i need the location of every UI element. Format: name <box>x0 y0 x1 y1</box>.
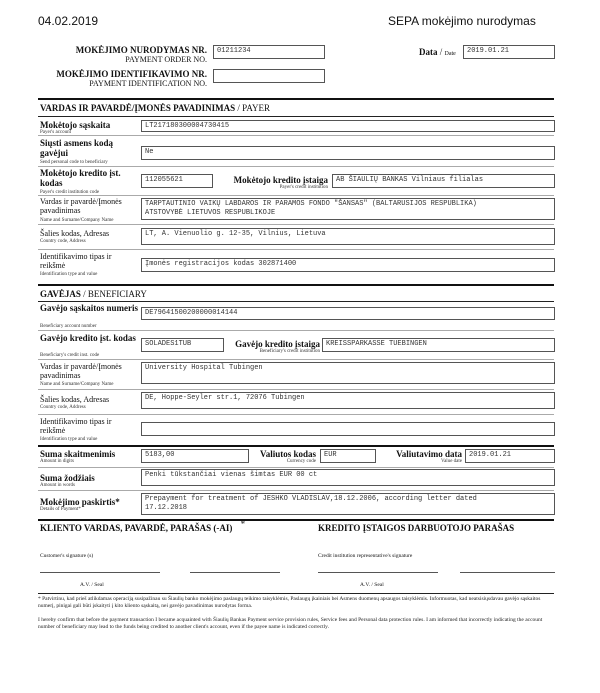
payer-section-subtitle: PAYER <box>242 103 270 113</box>
payment-purpose-label: Mokėjimo paskirtis* <box>40 497 120 507</box>
order-date-sublabel: Date <box>444 51 456 57</box>
payer-account-field[interactable]: LT217180300004730415 <box>141 120 555 132</box>
payment-purpose-sublabel: Details of Payment* <box>40 507 81 512</box>
amount-digits-sublabel: Amount in digits <box>40 459 74 464</box>
payer-account-label: Mokėtojo sąskaita <box>40 120 111 130</box>
beneficiary-section-top-rule <box>38 284 554 286</box>
order-date-label-group: Data / Date <box>419 47 456 57</box>
beneficiary-account-field[interactable]: DE79641500200000014144 <box>141 307 555 320</box>
payer-name-label: Vardas ir pavardė/Įmonės pavadinimas <box>40 197 122 215</box>
client-stamp-line <box>190 572 280 573</box>
beneficiary-id-type-field[interactable] <box>141 422 555 436</box>
beneficiary-section-title: GAVĖJAS <box>40 289 81 299</box>
footer-note-en: I hereby confirm that before the payment transaction I became acquainted with Šiaulių Bankas Payment service provision rules, Service fees and Personal data protection rules. I am informed that incorrectly indicating the account number of beneficiary may lead to the funds being credited to another client's account, even if the payee name is indicated correctly. <box>38 617 543 630</box>
beneficiary-inst-code-field[interactable]: SOLADES1TUB <box>141 338 224 352</box>
beneficiary-address-sublabel: Country code, Address <box>40 405 86 410</box>
beneficiary-section-heading: GAVĖJAS / BENEFICIARY <box>40 289 147 299</box>
payer-inst-sublabel: Payer's credit institution <box>279 185 328 190</box>
order-number-field[interactable]: 01211234 <box>213 45 325 59</box>
beneficiary-name-label: Vardas ir pavardė/Įmonės pavadinimas <box>40 362 122 380</box>
row-divider <box>38 249 554 250</box>
client-signature-asterisk: * <box>240 519 246 529</box>
beneficiary-name-field[interactable]: University Hospital Tubingen <box>141 362 555 384</box>
payer-account-sublabel: Payer's account <box>40 130 72 135</box>
client-signature-heading <box>40 519 246 533</box>
payer-id-type-label: Identifikavimo tipas ir reikšmė <box>40 252 112 270</box>
currency-code-sublabel: Currency code <box>286 459 316 464</box>
client-signature-label: KLIENTO VARDAS, PAVARDĖ, PARAŠAS (-AI) <box>40 523 233 533</box>
payer-address-label: Šalies kodas, Adresas <box>40 229 110 238</box>
payer-section-heading: VARDAS IR PAVARDĖ/ĮMONĖS PAVADINIMAS / PAYER <box>40 103 270 113</box>
payment-purpose-field[interactable]: Prepayment for treatment of JESHKO VLADISLAV,18.12.2006, according letter dated 17.12.2018 <box>141 493 555 515</box>
row-divider <box>38 195 554 196</box>
value-date-label: Valiutavimo data <box>396 449 462 459</box>
payer-name-field[interactable]: TARPTAUTINIO VAIKŲ LABDAROS IR PARAMOS FONDO "ŠANSAS" (BALTARUSIJOS RESPUBLIKA) ATSTOVYBĖ LIETUVOS RESPUBLIKOJE <box>141 198 555 220</box>
footer-rule <box>38 593 554 594</box>
client-signature-line[interactable] <box>40 572 160 573</box>
value-date-field[interactable]: 2019.01.21 <box>465 449 555 463</box>
payer-section-title: VARDAS IR PAVARDĖ/ĮMONĖS PAVADINIMAS <box>40 103 236 113</box>
beneficiary-inst-code-sublabel: Beneficiary's credit inst. code <box>40 353 100 358</box>
bank-signature-line[interactable] <box>318 572 438 573</box>
payer-id-type-sublabel: Identification type and value <box>40 272 98 277</box>
order-date-label: Data <box>419 47 438 57</box>
beneficiary-inst-field[interactable]: KREISSPARKASSE TUEBINGEN <box>322 338 555 352</box>
row-divider <box>38 224 554 225</box>
payer-inst-field[interactable]: AB ŠIAULIŲ BANKAS Vilniaus filialas <box>332 174 555 188</box>
currency-code-label: Valiutos kodas <box>260 449 316 459</box>
value-date-sublabel: Value date <box>441 459 462 464</box>
row-divider <box>38 467 554 468</box>
amount-words-label: Suma žodžiais <box>40 473 95 483</box>
send-personal-code-field[interactable]: Ne <box>141 146 555 160</box>
payment-ident-label: MOKĖJIMO IDENTIFIKAVIMO NR. <box>56 69 207 79</box>
payer-address-field[interactable]: LT, A. Vienuolio g. 12-35, Vilnius, Lietuva <box>141 228 555 245</box>
bank-stamp-label: A.V. / Seal <box>360 582 384 588</box>
footer-note-lt: * Patvirtinu, kad prieš atlikdamas operaciją susipažinau su Šiaulių banko mokėjimo paslaugų teikimo taisyklėmis, Paslaugų įkainiais bei Asmens duomenų apsaugos taisyklėmis. Informuotas, kad neatsisiųsdavau gavėjo sąskaitos numerį, pinigai gali būti įskaityti į kito kliento sąskaitą, nei gavėjo pavadinimas nurodytas forma. <box>38 596 541 609</box>
client-stamp-label: A.V. / Seal <box>80 582 104 588</box>
beneficiary-account-label: Gavėjo sąskaitos numeris <box>40 303 139 313</box>
beneficiary-inst-label: Gavėjo kredito įstaiga <box>235 339 320 349</box>
bank-stamp-line <box>460 572 555 573</box>
amount-digits-label: Suma skaitmenimis <box>40 449 116 459</box>
order-date-field[interactable]: 2019.01.21 <box>463 45 555 59</box>
order-number-label: MOKĖJIMO NURODYMAS NR. <box>75 45 207 55</box>
currency-code-field[interactable]: EUR <box>320 449 376 463</box>
row-divider <box>38 389 554 390</box>
order-number-sublabel: PAYMENT ORDER NO. <box>125 55 207 64</box>
beneficiary-address-field[interactable]: DE, Hoppe-Seyler str.1, 72076 Tubingen <box>141 392 555 409</box>
payer-inst-code-field[interactable]: 112055621 <box>141 174 213 188</box>
payer-inst-label: Mokėtojo kredito įstaiga <box>233 175 328 185</box>
payer-inst-code-sublabel: Payer's credit institution code <box>40 190 100 195</box>
amount-words-sublabel: Amount in words <box>40 483 75 488</box>
payer-section-top-rule <box>38 98 554 100</box>
row-divider <box>38 414 554 415</box>
amount-digits-field[interactable]: 5183,00 <box>141 449 249 463</box>
row-divider <box>38 166 554 167</box>
beneficiary-inst-sublabel: Beneficiary's credit institution <box>259 349 320 354</box>
row-divider <box>38 359 554 360</box>
payer-name-sublabel: Name and Surname/Company Name <box>40 218 114 223</box>
row-divider <box>38 490 554 491</box>
amount-words-field[interactable]: Penki tūkstančiai vienas šimtas EUR 00 ct <box>141 469 555 486</box>
beneficiary-address-label: Šalies kodas, Adresas <box>40 395 110 404</box>
payer-address-sublabel: Country code, Address <box>40 239 86 244</box>
beneficiary-id-type-sublabel: Identification type and value <box>40 437 98 442</box>
amount-section-top-rule <box>38 445 554 447</box>
payer-id-type-field[interactable]: Įmonės registracijos kodas 302871400 <box>141 258 555 272</box>
document-date: 04.02.2019 <box>38 14 99 28</box>
payer-inst-code-label: Mokėtojo kredito įst. kodas <box>40 168 121 188</box>
beneficiary-section-rule <box>38 301 554 302</box>
bank-signature-sublabel: Credit institution representative's signature <box>318 553 413 559</box>
beneficiary-name-sublabel: Name and Surname/Company Name <box>40 382 114 387</box>
signature-section-top-rule <box>38 519 554 521</box>
beneficiary-account-sublabel: Beneficiary account number <box>40 324 97 329</box>
row-divider <box>38 330 554 331</box>
beneficiary-id-type-label: Identifikavimo tipas ir reikšmė <box>40 417 112 435</box>
send-personal-code-label: Siųsti asmens kodą gavėjui <box>40 138 114 158</box>
payment-ident-sublabel: PAYMENT IDENTIFICATION NO. <box>89 79 207 88</box>
row-divider <box>38 135 554 136</box>
bank-signature-label: KREDITO ĮSTAIGOS DARBUOTOJO PARAŠAS <box>318 523 515 533</box>
client-signature-sublabel: Customer's signature (s) <box>40 553 94 559</box>
payer-section-rule <box>38 116 554 117</box>
beneficiary-inst-code-label: Gavėjo kredito įst. kodas <box>40 333 136 343</box>
send-personal-code-sublabel: Send personal code to beneficiary <box>40 160 108 165</box>
form-title: SEPA mokėjimo nurodymas <box>388 14 536 28</box>
payment-ident-field[interactable] <box>213 69 325 83</box>
beneficiary-section-subtitle: BENEFICIARY <box>87 289 147 299</box>
